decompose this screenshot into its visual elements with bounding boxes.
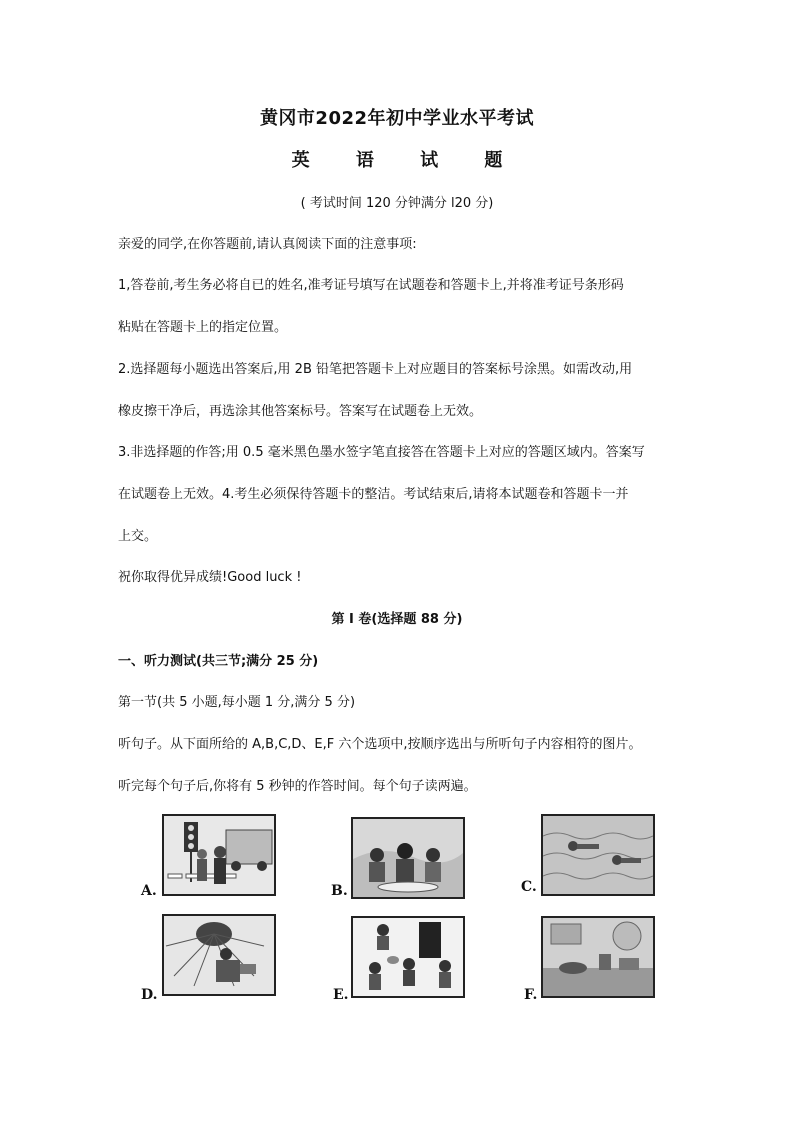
subsection-title: 第一节(共 5 小题,每小题 1 分,满分 5 分) xyxy=(118,695,356,710)
kids-playing-music-drawing xyxy=(353,918,463,996)
notice-wish: 祝你取得优异成绩!Good luck ! xyxy=(118,570,302,585)
notice-item1-line2: 粘贴在答题卡上的指定位置。 xyxy=(118,320,288,335)
notice-item3-line1: 3.非选择题的作答;用 0.5 毫米黑色墨水签字笔直接答在答题卡上对应的答题区域内。答案写 xyxy=(118,445,645,460)
picture-label-a: A. xyxy=(141,883,157,899)
part1-title: 第 I 卷(选择题 88 分) xyxy=(331,612,463,627)
instruction-line1: 听句子。从下面所给的 A,B,C,D、E,F 六个选项中,按顺序选出与所听句子内容相符的图片。 xyxy=(118,737,642,752)
subject-title: 英 语 试 题 xyxy=(291,150,523,171)
notice-item1-line1: 1,答卷前,考生务必将自已的姓名,准考证号填写在试题卷和答题卡上,并将准考证号条形码 xyxy=(118,278,624,293)
notice-item3-line3: 上交。 xyxy=(118,529,158,544)
picture-label-b: B. xyxy=(331,883,348,899)
notice-intro: 亲爱的同学,在你答题前,请认真阅读下面的注意事项: xyxy=(118,237,417,252)
street-crossing-drawing xyxy=(164,816,274,894)
kids-playing-music-picture xyxy=(351,916,465,998)
family-picnic-picture xyxy=(351,817,465,899)
family-picnic-drawing xyxy=(353,819,463,897)
kitchen-picture xyxy=(541,916,655,998)
instruction-line2: 听完每个句子后,你将有 5 秒钟的作答时间。每个句子读两遍。 xyxy=(118,779,477,794)
sunny-sitting-picture xyxy=(162,914,276,996)
exam-title: 黄冈市2022年初中学业水平考试 xyxy=(259,108,535,129)
swimming-drawing xyxy=(543,816,653,894)
picture-label-f: F. xyxy=(524,987,538,1003)
notice-item3-line2: 在试题卷上无效。4.考生必须保待答题卡的整洁。考试结束后,请将本试题卷和答题卡一并 xyxy=(118,487,629,502)
swimming-picture xyxy=(541,814,655,896)
street-crossing-picture xyxy=(162,814,276,896)
kitchen-drawing xyxy=(543,918,653,996)
notice-item2-line2: 橡皮擦干净后，再选涂其他答案标号。答案写在试题卷上无效。 xyxy=(118,404,483,419)
picture-label-d: D. xyxy=(141,987,158,1003)
picture-label-c: C. xyxy=(521,879,537,895)
time-note: ( 考试时间 120 分钟满分 l20 分) xyxy=(300,196,494,211)
picture-label-e: E. xyxy=(333,987,349,1003)
notice-item2-line1: 2.选择题每小题选出答案后,用 2B 铅笔把答题卡上对应题目的答案标号涂黑。如需改动,用 xyxy=(118,362,633,377)
sunny-sitting-drawing xyxy=(164,916,274,994)
section-title: 一、听力测试(共三节;满分 25 分) xyxy=(118,654,319,669)
